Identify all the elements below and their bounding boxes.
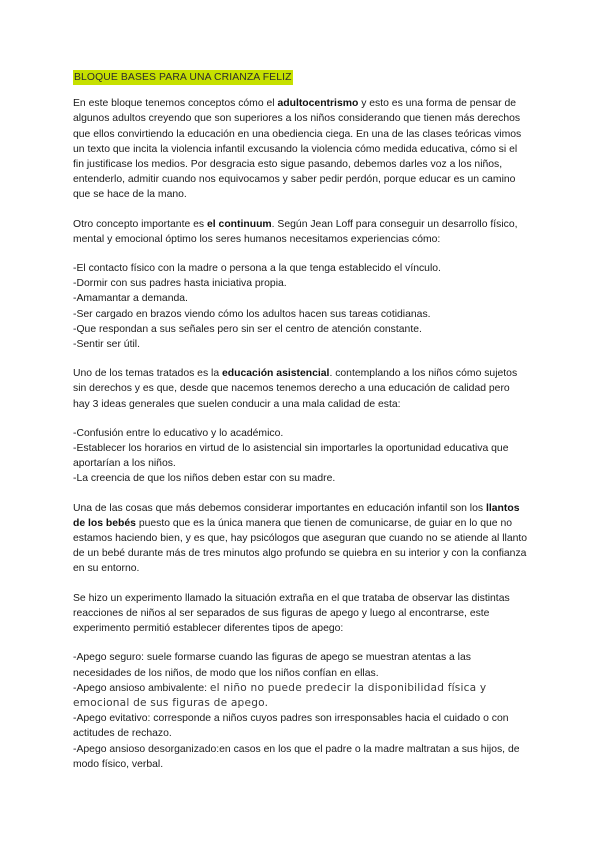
list-item-apego-seguro: -Apego seguro: suele formarse cuando las figuras de apego se muestran atentas a las necesidades de los niños, de modo que los niños confían en ellas. — [73, 652, 471, 679]
list-mala-calidad — [73, 426, 528, 487]
list-item: -Sentir ser útil. — [73, 339, 140, 351]
document-title: BLOQUE BASES PARA UNA CRIANZA FELIZ — [73, 70, 293, 85]
list-item-apego-ambivalente: -Apego ansioso ambivalente: el niño no puede predecir la disponibilidad física y emocional de sus figuras de apego. — [73, 681, 487, 709]
term-adultocentrismo: adultocentrismo — [277, 98, 359, 110]
paragraph-llantos: Una de las cosas que más debemos considerar importantes en educación infantil son los llantos de los bebés puesto que es la única manera que tienen de comunicarse, de guiar en lo que no estamos haciendo bien, y es que, hay psicólogos que aseguran que cuando no se atiende al llanto de un bebé durante más de tres minutos algo profundo se quiebra en su interior y con la confianza en su entorno. — [73, 502, 528, 575]
list-item: -Confusión entre lo educativo y lo académico. — [73, 427, 284, 439]
term-llantos-bebes: llantos de los bebés — [73, 502, 520, 529]
list-item-apego-evitativo: -Apego evitativo: corresponde a niños cuyos padres son irresponsables hacia el cuidado o con actitudes de rechazo. — [73, 713, 509, 740]
list-item: -El contacto físico con la madre o persona a la que tenga establecido el vínculo. — [73, 263, 441, 275]
list-item-apego-desorganizado: -Apego ansioso desorganizado:en casos en los que el padre o la madre maltratan a sus hijos, de modo físico, verbal. — [73, 743, 520, 770]
list-tipos-apego — [73, 650, 528, 772]
list-item: -Amamantar a demanda. — [73, 293, 188, 305]
paragraph-adultocentrismo: En este bloque tenemos conceptos cómo el adultocentrismo y esto es una forma de pensar de algunos adultos creyendo que son superiores a los niños considerando que tienen más derechos que ellos convirtiendo la educación en una obediencia ciega. En una de las clases teóricas vimos un texto que incita la violencia infantil excusando la violencia cómo medida educativa, cómo si el fin justificase los medios. Por desgracia esto sigue pasando, debemos darles voz a los niños, entenderlo, admitir cuando nos equivocamos y saber pedir perdón, porque educar es un camino que se hace de la mano. — [73, 98, 522, 201]
paragraph-educacion-asistencial: Uno de los temas tratados es la educación asistencial. contemplando a los niños cómo sujetos sin derechos y es que, desde que nacemos tenemos derecho a una educación de calidad pero hay 3 ideas generales que suelen conducir a una mala calidad de esta: — [73, 368, 518, 410]
term-educacion-asistencial: educación asistencial — [222, 368, 330, 380]
paragraph-continuum: Otro concepto importante es el continuum. Según Jean Loff para conseguir un desarrollo físico, mental y emocional óptimo los seres humanos necesitamos experiencias cómo: — [73, 218, 518, 245]
paragraph-situacion-extrana: Se hizo un experimento llamado la situación extraña en el que trataba de observar las distintas reacciones de niños al ser separados de sus figuras de apego y luego al encontrarse, este experimento permitió establecer diferentes tipos de apego: — [73, 592, 510, 635]
list-item: -Ser cargado en brazos viendo cómo los adultos hacen sus tareas cotidianas. — [73, 308, 431, 320]
list-item: -La creencia de que los niños deben estar con su madre. — [73, 473, 336, 485]
term-continuum: el continuum — [207, 218, 272, 230]
list-item: -Dormir con sus padres hasta iniciativa propia. — [73, 278, 287, 290]
list-item: -Establecer los horarios en virtud de lo asistencial sin importarles la oportunidad educativa que aportarían a los niños. — [73, 443, 509, 470]
list-continuum-experiences — [73, 261, 528, 352]
list-item: -Que respondan a sus señales pero sin ser el centro de atención constante. — [73, 323, 422, 335]
